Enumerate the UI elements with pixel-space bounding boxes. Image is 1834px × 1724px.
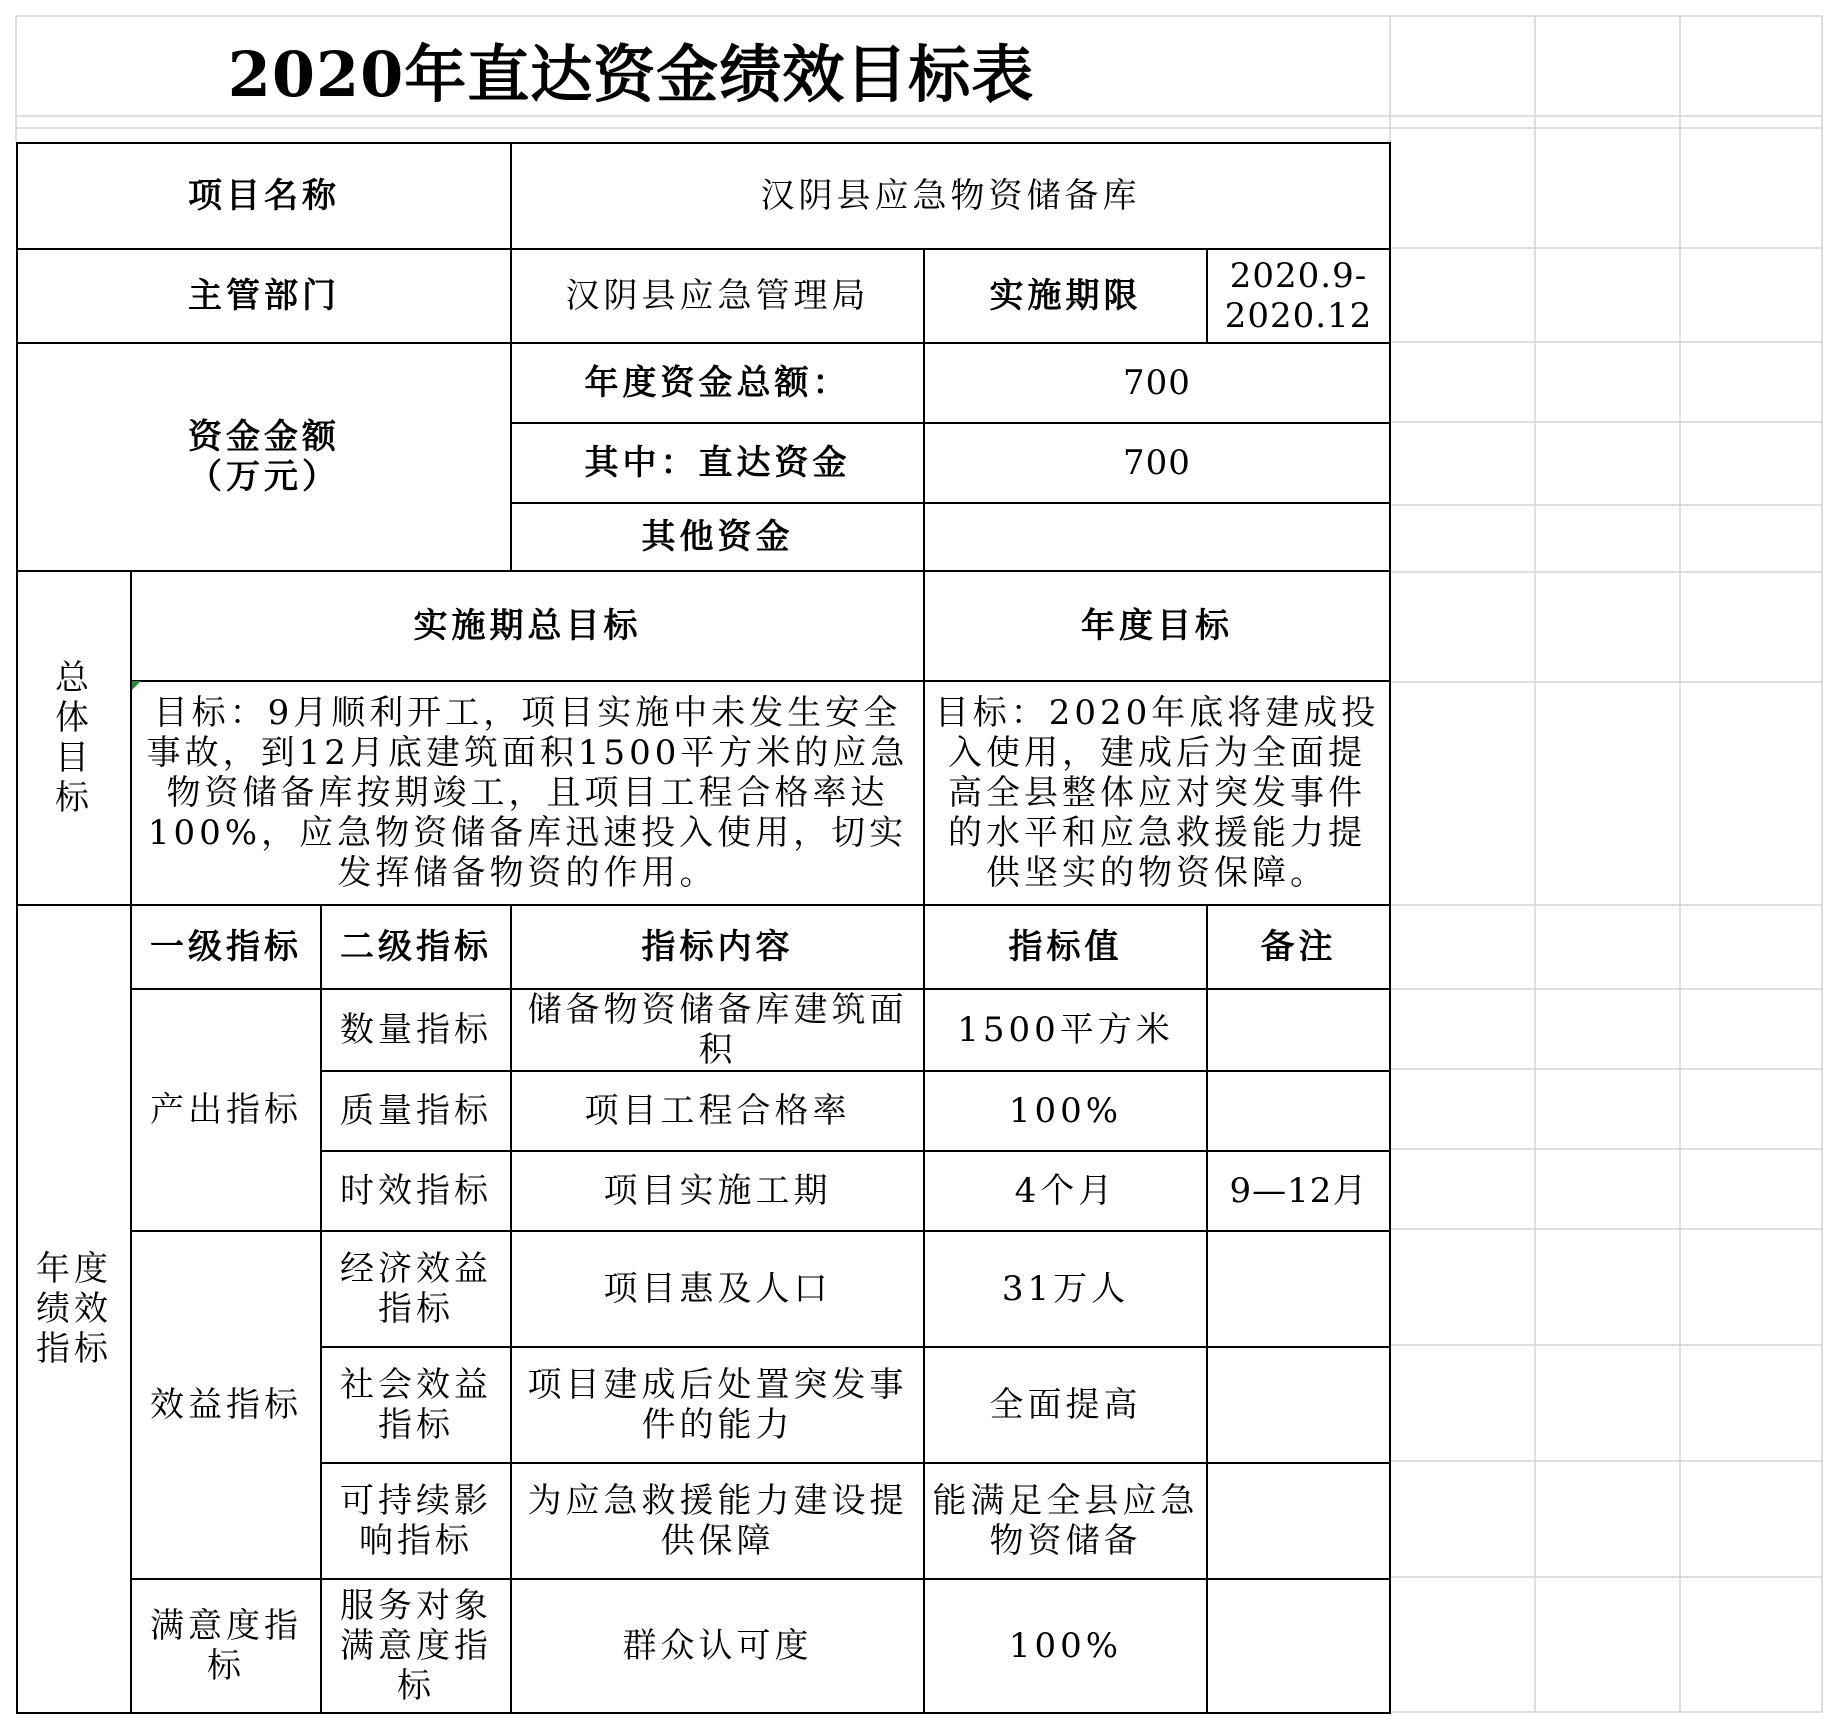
annual-total-value[interactable]: 700 [924, 343, 1390, 423]
content-cell[interactable]: 为应急救援能力建设提供保障 [511, 1463, 924, 1579]
annual-indicators-label-line3: 指标 [36, 1329, 112, 1370]
project-name-row [17, 143, 1390, 249]
value-cell[interactable]: 31万人 [924, 1231, 1207, 1347]
table-row [17, 989, 1390, 1071]
other-funds-value[interactable] [924, 503, 1390, 571]
level2-cell: 经济效益指标 [321, 1231, 511, 1347]
table-row [17, 1579, 1390, 1713]
overall-goal-char: 标 [55, 778, 93, 819]
level2-cell: 数量指标 [321, 989, 511, 1071]
table-row [17, 1231, 1390, 1347]
level1-output: 产出指标 [131, 989, 321, 1231]
level2-cell: 服务对象满意度指标 [321, 1579, 511, 1713]
value-cell[interactable]: 4个月 [924, 1151, 1207, 1231]
performance-target-table [16, 142, 1391, 1714]
content-cell[interactable]: 项目工程合格率 [511, 1071, 924, 1151]
comment-indicator-icon [132, 681, 142, 691]
overall-goal-header-row [17, 571, 1390, 681]
period-goal-header: 实施期总目标 [131, 571, 924, 681]
content-cell[interactable]: 项目建成后处置突发事件的能力 [511, 1347, 924, 1463]
annual-indicators-label [17, 905, 131, 1713]
header-level1: 一级指标 [131, 905, 321, 989]
value-cell[interactable]: 1500平方米 [924, 989, 1207, 1071]
level2-cell: 可持续影响指标 [321, 1463, 511, 1579]
annual-indicators-label-line1: 年度 [36, 1248, 112, 1289]
remark-cell[interactable] [1207, 989, 1390, 1071]
direct-funds-label: 其中：直达资金 [511, 423, 924, 503]
annual-indicators-label-line2: 绩效 [36, 1289, 112, 1330]
header-content: 指标内容 [511, 905, 924, 989]
period-value[interactable] [1207, 249, 1390, 343]
overall-goal-content-row [17, 681, 1390, 905]
level2-cell: 时效指标 [321, 1151, 511, 1231]
remark-cell[interactable] [1207, 1231, 1390, 1347]
content-cell[interactable]: 群众认可度 [511, 1579, 924, 1713]
overall-goal-label [17, 571, 131, 905]
remark-cell[interactable] [1207, 1579, 1390, 1713]
project-name-value[interactable]: 汉阴县应急物资储备库 [511, 143, 1390, 249]
annual-goal-header: 年度目标 [924, 571, 1390, 681]
header-level2: 二级指标 [321, 905, 511, 989]
period-label: 实施期限 [924, 249, 1207, 343]
level2-cell: 社会效益指标 [321, 1347, 511, 1463]
annual-goal-text[interactable]: 目标：2020年底将建成投入使用，建成后为全面提高全县整体应对突发事件的水平和应急救援能力提供坚实的物资保障。 [924, 681, 1390, 905]
remark-cell[interactable]: 9—12月 [1207, 1151, 1390, 1231]
content-cell[interactable]: 储备物资储备库建筑面积 [511, 989, 924, 1071]
value-cell[interactable]: 全面提高 [924, 1347, 1207, 1463]
department-value[interactable]: 汉阴县应急管理局 [511, 249, 924, 343]
overall-goal-char: 目 [55, 738, 93, 778]
period-start: 2020.9- [1229, 256, 1368, 296]
remark-cell[interactable] [1207, 1071, 1390, 1151]
remark-cell[interactable] [1207, 1463, 1390, 1579]
level2-cell: 质量指标 [321, 1071, 511, 1151]
level1-benefit: 效益指标 [131, 1231, 321, 1579]
funds-label-line1: 资金金额 [188, 416, 340, 457]
value-cell[interactable]: 能满足全县应急物资储备 [924, 1463, 1207, 1579]
value-cell[interactable]: 100% [924, 1579, 1207, 1713]
department-row [17, 249, 1390, 343]
level1-satisfaction: 满意度指标 [131, 1579, 321, 1713]
annual-total-label: 年度资金总额： [511, 343, 924, 423]
period-end: 2020.12 [1224, 296, 1373, 336]
overall-goal-char: 总 [55, 657, 93, 698]
annual-total-row [17, 343, 1390, 423]
other-funds-label: 其他资金 [511, 503, 924, 571]
project-name-label: 项目名称 [17, 143, 511, 249]
period-goal-text[interactable]: 目标：9月顺利开工，项目实施中未发生安全事故，到12月底建筑面积1500平方米的应急物资储备库按期竣工，且项目工程合格率达100%，应急物资储备库迅速投入使用，切实发挥储备物资的作用。 [131, 681, 924, 905]
header-remark: 备注 [1207, 905, 1390, 989]
content-cell[interactable]: 项目实施工期 [511, 1151, 924, 1231]
value-cell[interactable]: 100% [924, 1071, 1207, 1151]
remark-cell[interactable] [1207, 1347, 1390, 1463]
funds-label-line2: （万元） [188, 457, 340, 497]
overall-goal-char: 体 [55, 697, 93, 738]
header-value: 指标值 [924, 905, 1207, 989]
page-title: 2020年直达资金绩效目标表 [227, 37, 1035, 111]
department-label: 主管部门 [17, 249, 511, 343]
funds-label [17, 343, 511, 571]
content-cell[interactable]: 项目惠及人口 [511, 1231, 924, 1347]
indicators-header-row [17, 905, 1390, 989]
direct-funds-value[interactable]: 700 [924, 423, 1390, 503]
